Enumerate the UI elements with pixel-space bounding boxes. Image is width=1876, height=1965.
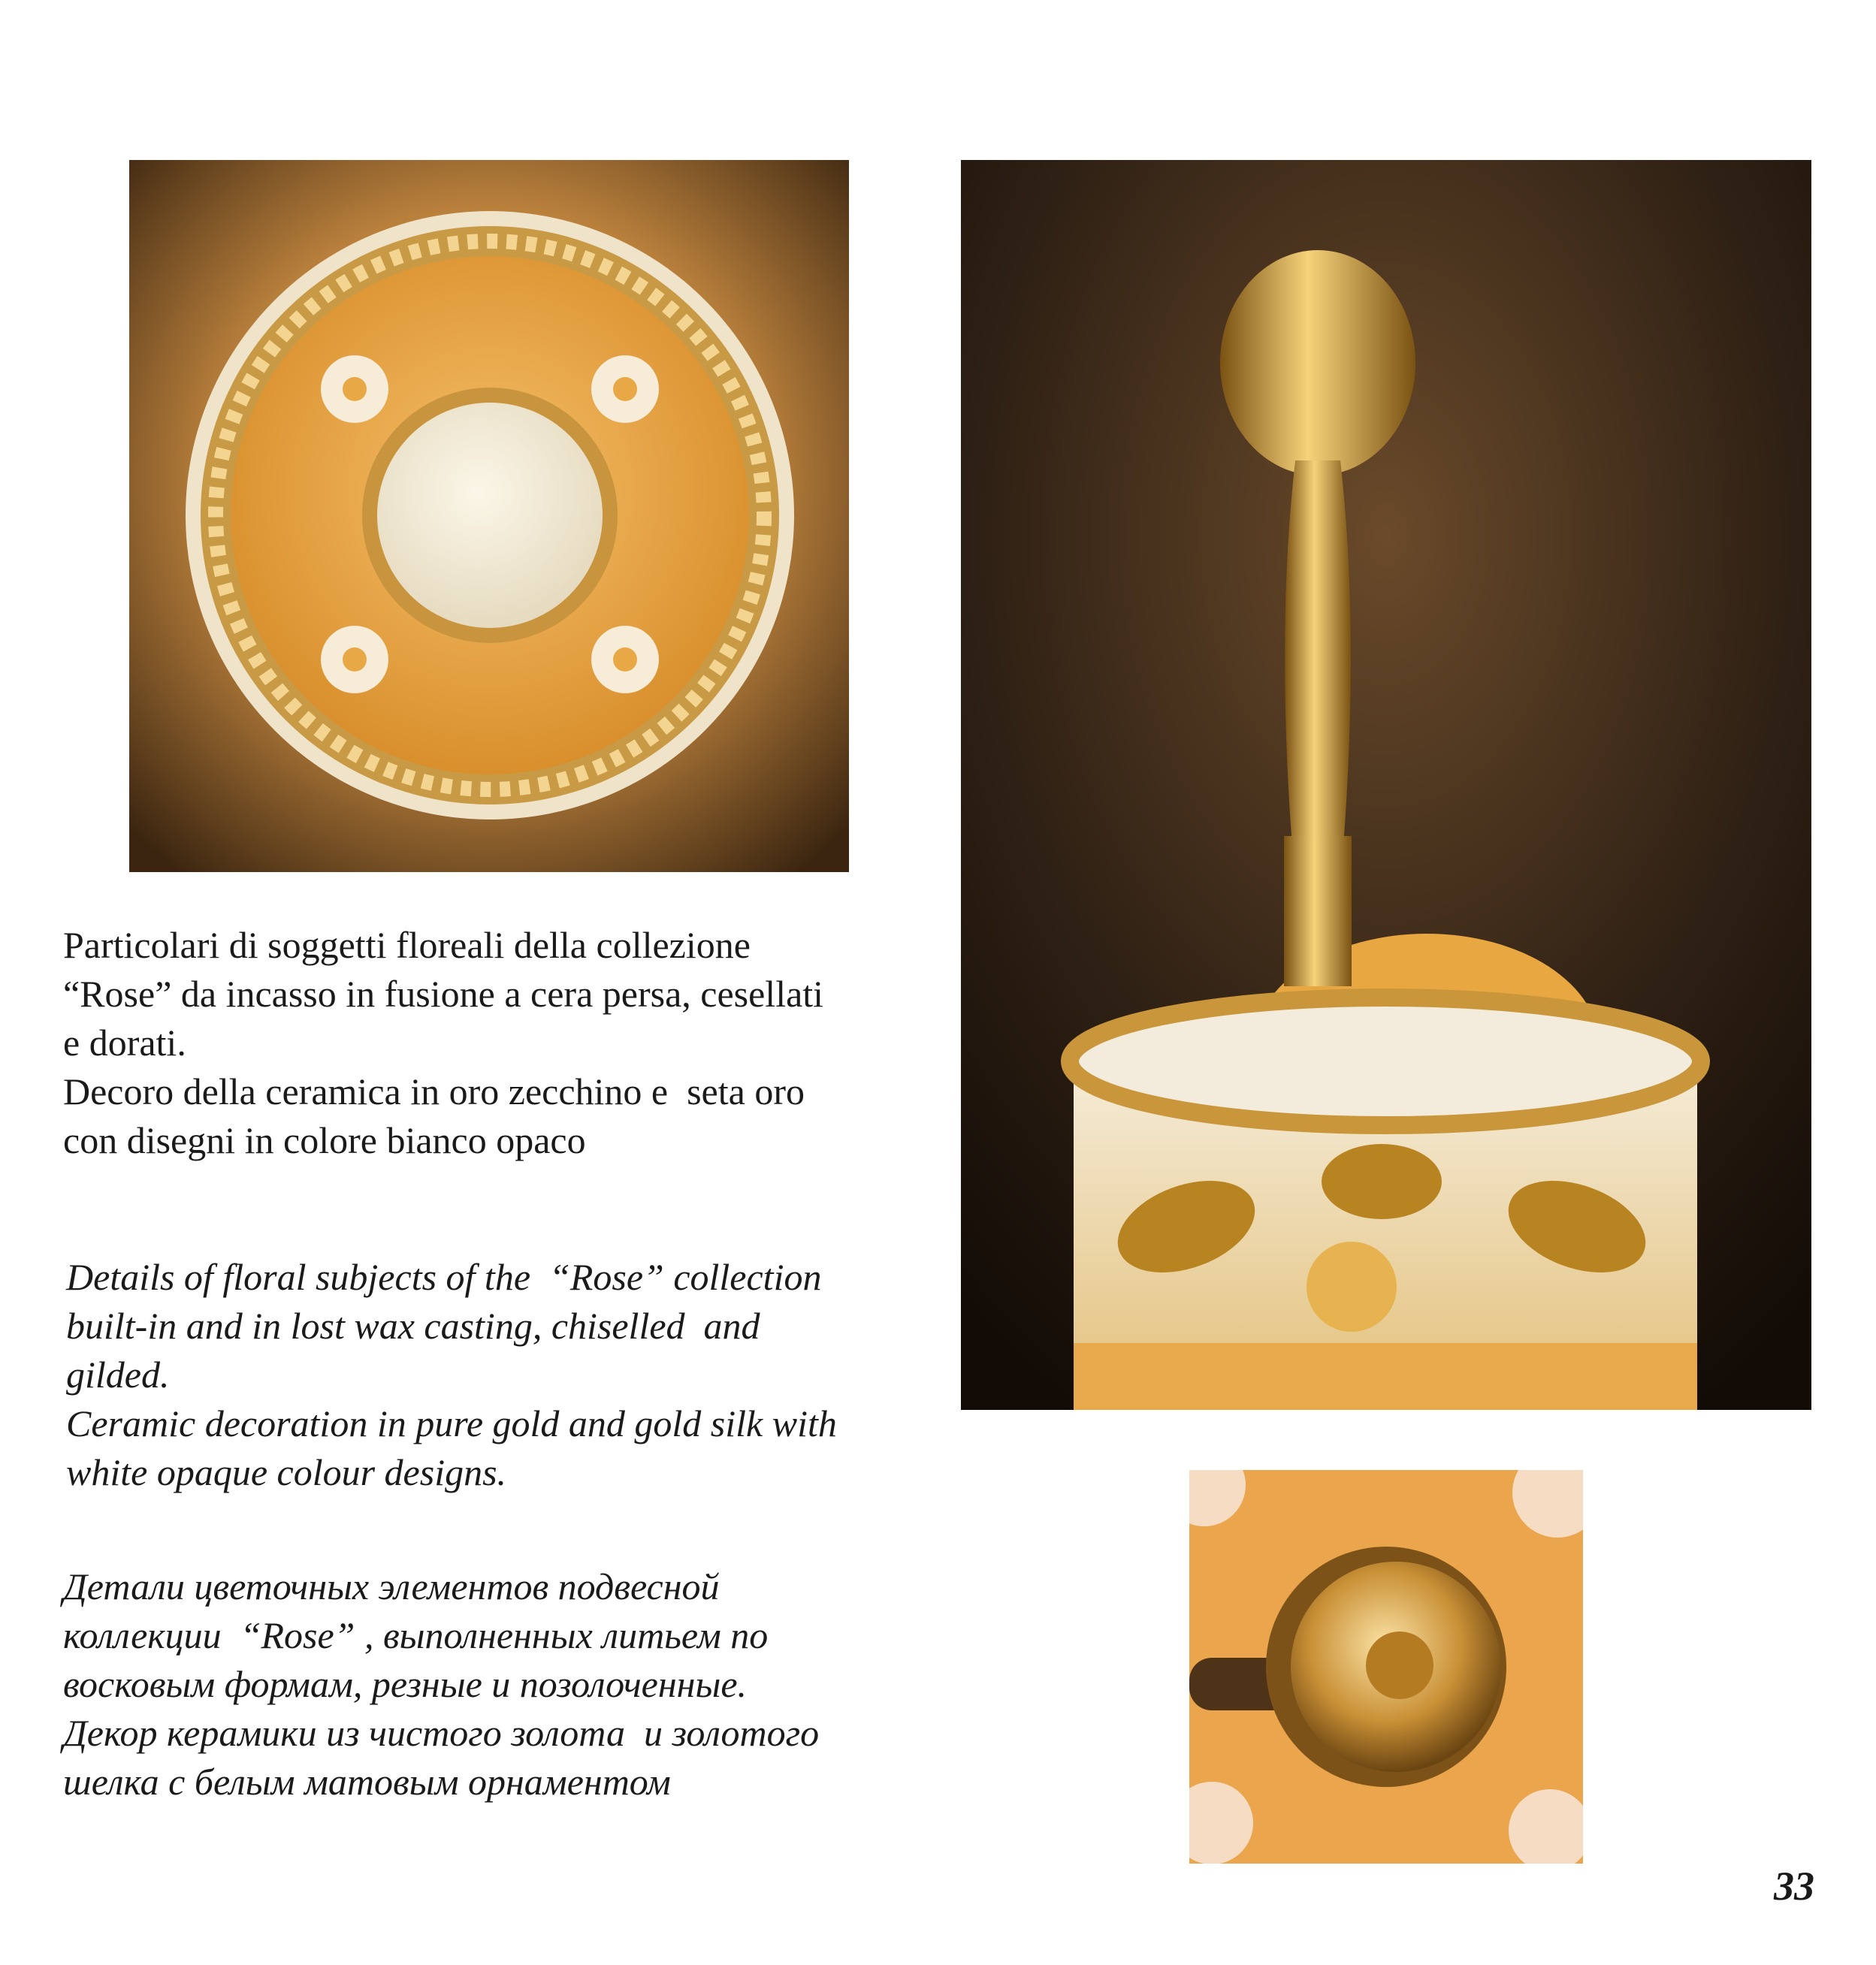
russian-line: Детали цветочных элементов подвесной: [63, 1565, 720, 1607]
english-description: [66, 1253, 837, 1497]
holder-photo: [961, 160, 1811, 1410]
saucer-photo: [129, 160, 849, 872]
russian-line: коллекции “Rose” , выполненных литьем по: [63, 1614, 769, 1656]
italian-line: Particolari di soggetti floreali della collezione: [63, 924, 751, 966]
italian-description: [63, 921, 823, 1165]
russian-description: [63, 1562, 819, 1807]
italian-line: e dorati.: [63, 1022, 186, 1064]
italian-line: “Rose” da incasso in fusione a cera persa, cesellati: [63, 973, 824, 1015]
russian-line: шелка с белым матовым орнаментом: [63, 1761, 671, 1803]
english-line: built-in and in lost wax casting, chiselled and: [66, 1305, 760, 1347]
english-line: Ceramic decoration in pure gold and gold silk with: [66, 1402, 837, 1444]
english-line: white opaque colour designs.: [66, 1451, 507, 1493]
italian-line: con disegni in colore bianco opaco: [63, 1119, 586, 1161]
brush-holder-photo-icon: [961, 160, 1811, 1410]
russian-line: Декор керамики из чистого золота и золотого: [63, 1712, 820, 1754]
english-line: gilded.: [66, 1354, 170, 1396]
russian-line: восковым формам, резные и позолоченные.: [63, 1663, 748, 1705]
english-line: Details of floral subjects of the “Rose” collection: [66, 1256, 822, 1298]
rose-knob-photo-icon: [1189, 1470, 1583, 1864]
knob-photo: [1189, 1470, 1583, 1864]
page-number: 33: [1774, 1864, 1814, 1909]
ceramic-saucer-photo-icon: [129, 160, 849, 872]
italian-line: Decoro della ceramica in oro zecchino e seta oro: [63, 1070, 805, 1112]
